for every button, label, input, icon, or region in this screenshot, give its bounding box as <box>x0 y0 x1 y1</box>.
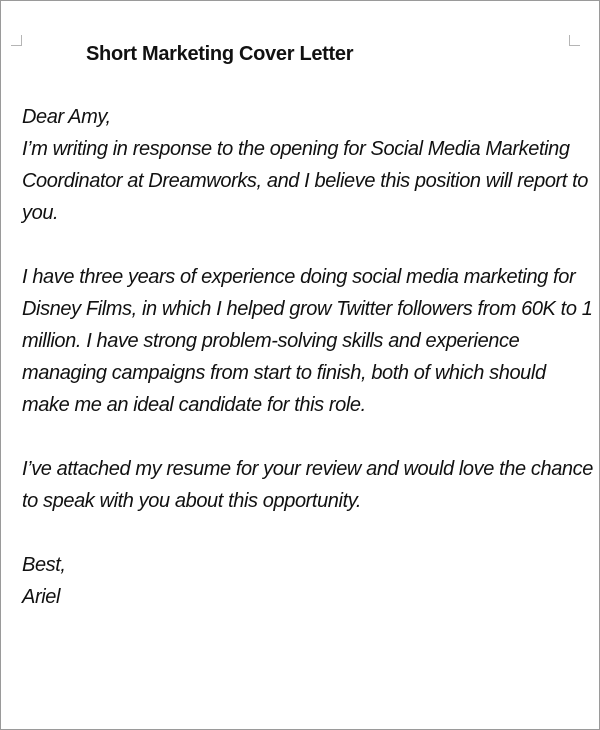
text-line: to speak with you about this opportunity. <box>22 490 362 512</box>
closing: Best, <box>22 554 66 576</box>
top-right-margin-mark <box>569 35 580 46</box>
greeting: Dear Amy, <box>22 106 111 128</box>
paragraph-opening <box>22 133 589 229</box>
text-line: I’m writing in response to the opening for Social Media Marketing <box>22 138 570 160</box>
text-line: I have three years of experience doing social media marketing for <box>22 266 576 288</box>
text-line: make me an ideal candidate for this role. <box>22 394 366 416</box>
text-line: Disney Films, in which I helped grow Twitter followers from 60K to 1 <box>22 298 593 320</box>
paragraph-experience <box>22 261 593 421</box>
text-line: you. <box>22 202 59 224</box>
text-line: I’ve attached my resume for your review and would love the chance <box>22 458 593 480</box>
signature: Ariel <box>22 586 61 608</box>
text-line: Coordinator at Dreamworks, and I believe this position will report to <box>22 170 589 192</box>
text-line: million. I have strong problem-solving skills and experience <box>22 330 520 352</box>
letter-body <box>22 101 593 613</box>
text-line: managing campaigns from start to finish, both of which should <box>22 362 546 384</box>
document-title: Short Marketing Cover Letter <box>86 43 354 65</box>
paragraph-closing <box>22 453 593 517</box>
top-left-margin-mark <box>11 35 22 46</box>
